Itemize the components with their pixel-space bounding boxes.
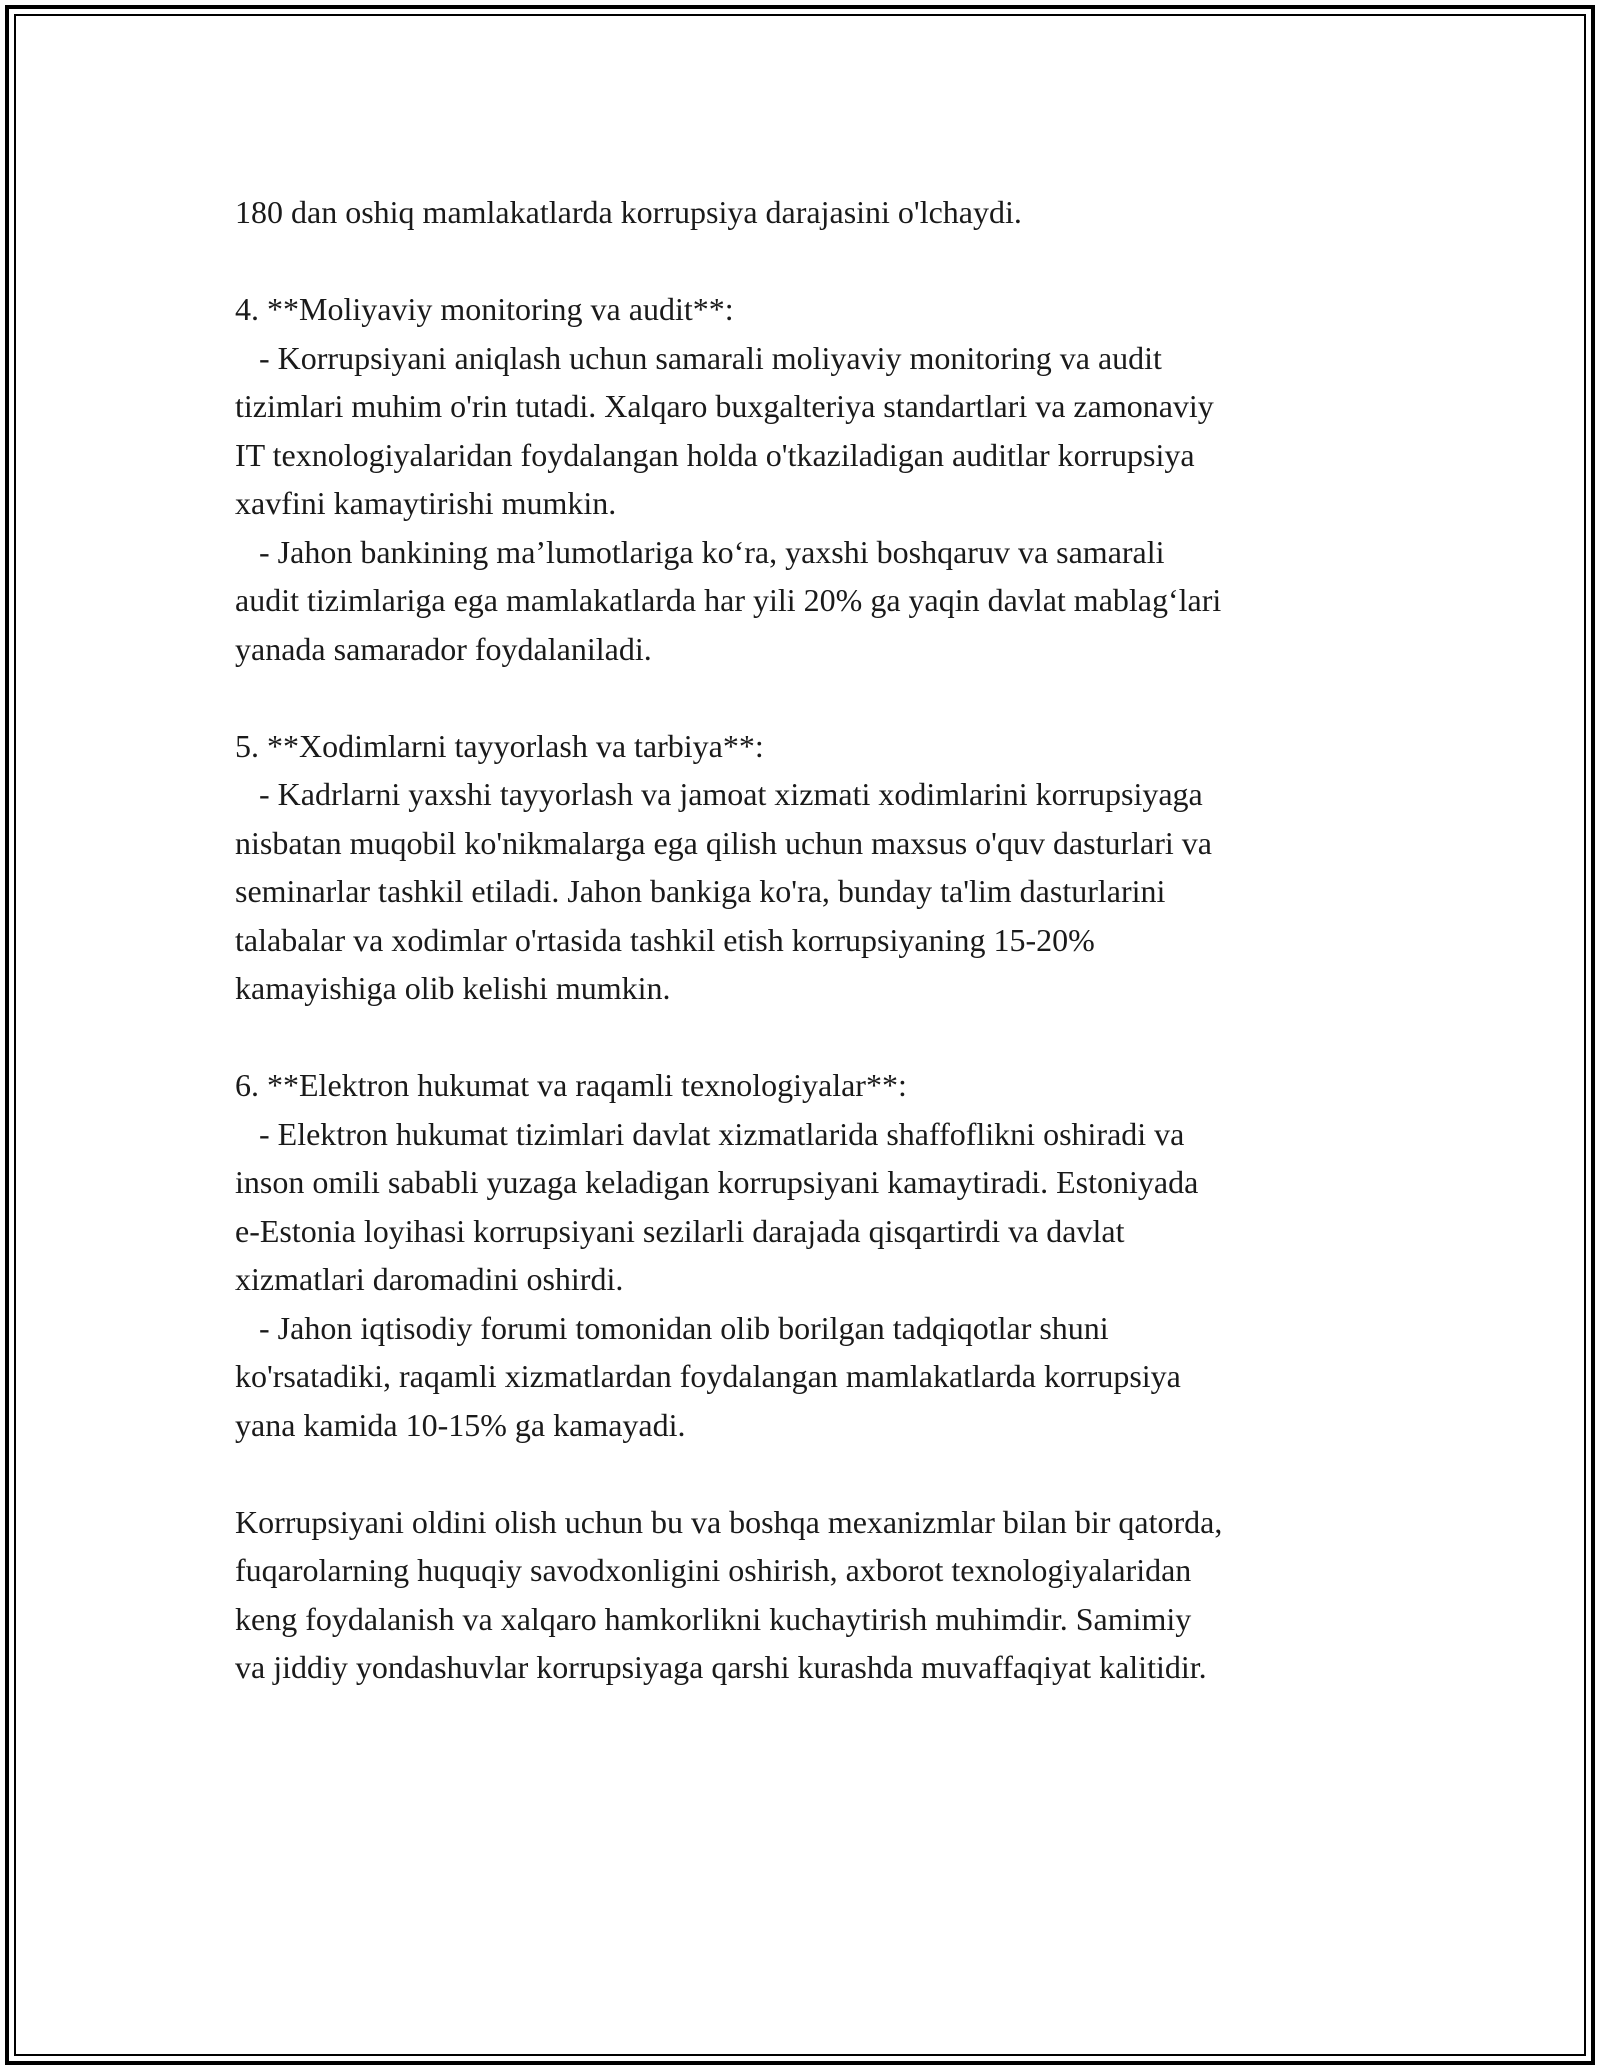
section-4-bullet-1-line-3: IT texnologiyalaridan foydalangan holda o'tkaziladigan auditlar korrupsiya: [235, 436, 1195, 473]
section-5-bullet-1-line-1: - Kadrlarni yaxshi tayyorlash va jamoat xizmati xodimlarini korrupsiyaga: [235, 776, 1203, 812]
section-6-bullet-2-line-1: - Jahon iqtisodiy forumi tomonidan olib borilgan tadqiqotlar shuni: [235, 1309, 1109, 1346]
section-6-bullet-2-line-2: ko'rsatadiki, raqamli xizmatlardan foydalangan mamlakatlarda korrupsiya: [235, 1358, 1181, 1394]
paragraph-gap: [235, 1013, 1385, 1062]
intro-tail-line: 180 dan oshiq mamlakatlarda korrupsiya darajasini o'lchaydi.: [235, 194, 1022, 230]
paragraph-gap: [235, 673, 1385, 722]
section-5-bullet-1-line-4: talabalar va xodimlar o'rtasida tashkil etish korrupsiyaning 15-20%: [235, 921, 1095, 958]
conclusion-line-2: fuqarolarning huquqiy savodxonligini oshirish, axborot texnologiyalaridan: [235, 1552, 1192, 1588]
section-6-bullet-1-line-4: xizmatlari daromadini oshirdi.: [235, 1261, 624, 1297]
section-5-bullet-1-line-2: nisbatan muqobil ko'nikmalarga ega qilish uchun maxsus o'quv dasturlari va: [235, 824, 1212, 861]
section-4-bullet-2-line-3: yanada samarador foydalaniladi.: [235, 630, 652, 667]
section-4-bullet-1-line-4: xavfini kamaytirishi mumkin.: [235, 485, 617, 521]
conclusion-line-4: va jiddiy yondashuvlar korrupsiyaga qarshi kurashda muvaffaqiyat kalitidir.: [235, 1649, 1207, 1685]
section-5-bullet-1-line-5: kamayishiga olib kelishi mumkin.: [235, 970, 671, 1006]
section-5-heading: 5. **Xodimlarni tayyorlash va tarbiya**:: [235, 727, 764, 764]
section-4-bullet-2-line-1: - Jahon bankining ma’lumotlariga ko‘ra, yaxshi boshqaruv va samarali: [235, 533, 1165, 570]
section-6-bullet-1-line-2: inson omili sababli yuzaga keladigan korrupsiyani kamaytiradi. Estoniyada: [235, 1164, 1199, 1200]
section-4-bullet-1-line-2: tizimlari muhim o'rin tutadi. Xalqaro buxgalteriya standartlari va zamonaviy: [235, 388, 1214, 424]
section-6-bullet-1-line-3: e-Estonia loyihasi korrupsiyani sezilarli darajada qisqartirdi va davlat: [235, 1212, 1125, 1249]
section-6-bullet-2-line-3: yana kamida 10-15% ga kamayadi.: [235, 1406, 686, 1443]
paragraph-gap: [235, 1449, 1385, 1498]
conclusion-line-1: Korrupsiyani oldini olish uchun bu va boshqa mexanizmlar bilan bir qatorda,: [235, 1503, 1223, 1540]
section-5-bullet-1-line-3: seminarlar tashkil etiladi. Jahon bankiga ko'ra, bunday ta'lim dasturlarini: [235, 873, 1166, 909]
section-6-bullet-1-line-1: - Elektron hukumat tizimlari davlat xizmatlarida shaffoflikni oshiradi va: [235, 1115, 1185, 1152]
section-4-bullet-1-line-1: - Korrupsiyani aniqlash uchun samarali moliyaviy monitoring va audit: [235, 339, 1162, 376]
paragraph-gap: [235, 237, 1385, 286]
conclusion-line-3: keng foydalanish va xalqaro hamkorlikni kuchaytirish muhimdir. Samimiy: [235, 1600, 1192, 1637]
section-6-heading: 6. **Elektron hukumat va raqamli texnologiyalar**:: [235, 1067, 907, 1103]
section-4-heading: 4. **Moliyaviy monitoring va audit**:: [235, 291, 734, 327]
document-body: [235, 188, 1385, 1692]
section-4-bullet-2-line-2: audit tizimlariga ega mamlakatlarda har yili 20% ga yaqin davlat mablag‘lari: [235, 582, 1222, 618]
